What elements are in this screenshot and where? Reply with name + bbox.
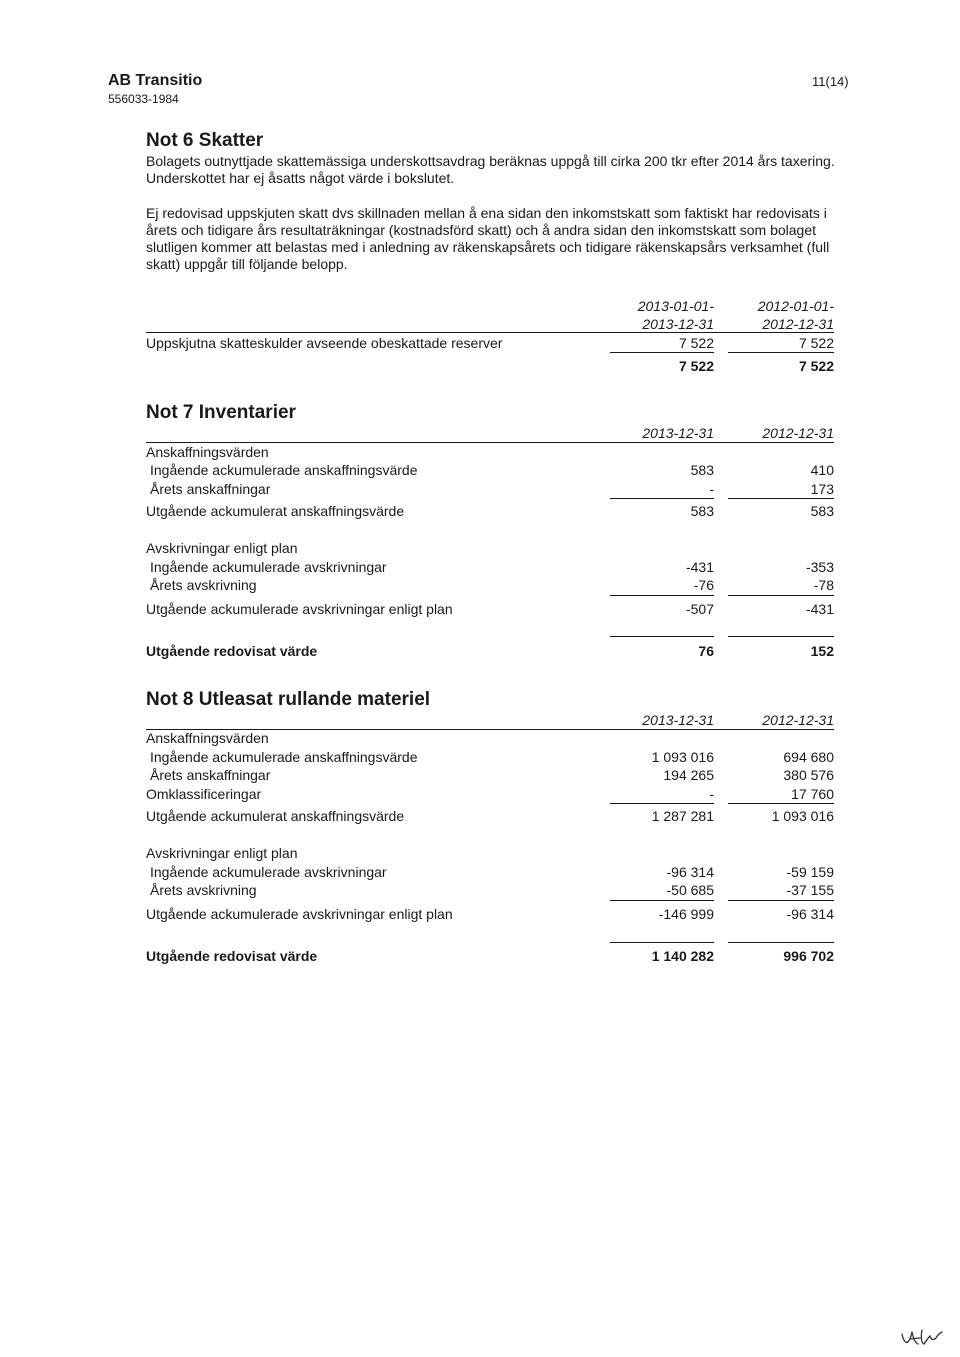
note8-r6-2013: -50 685 xyxy=(666,882,714,898)
note7-sum-rule-a2 xyxy=(728,498,834,499)
note8-row-omklassificeringar: Omklassificeringar xyxy=(146,786,262,802)
note7-r5-2013: -76 xyxy=(693,577,714,593)
note8-sum-rule-b2 xyxy=(728,900,834,901)
handwritten-initials xyxy=(900,1326,944,1350)
note7-col1-header: 2013-12-31 xyxy=(642,425,714,441)
note8-section-avskrivningar: Avskrivningar enligt plan xyxy=(146,845,298,861)
note6-total-2013: 7 522 xyxy=(678,358,714,374)
note7-section-avskrivningar: Avskrivningar enligt plan xyxy=(146,540,298,556)
note7-row-arets-avskrivning: Årets avskrivning xyxy=(150,577,257,593)
note8-r5-2013: -96 314 xyxy=(666,864,714,880)
note8-col2-header: 2012-12-31 xyxy=(762,712,834,728)
note7-r3-2013: 583 xyxy=(690,503,714,519)
note6-row-label: Uppskjutna skatteskulder avseende obeskattade reserver xyxy=(146,335,503,351)
note8-r4-2013: 1 287 281 xyxy=(651,808,714,824)
note8-row-ingaende-anskaffning: Ingående ackumulerade anskaffningsvärde xyxy=(150,749,418,765)
note8-total-2012: 996 702 xyxy=(783,948,834,964)
note7-col2-header: 2012-12-31 xyxy=(762,425,834,441)
note7-r1-2012: 410 xyxy=(810,462,834,478)
note7-header-rule xyxy=(146,442,834,443)
note7-title: Not 7 Inventarier xyxy=(146,402,296,423)
note8-col1-header: 2013-12-31 xyxy=(642,712,714,728)
note7-sum-rule-a1 xyxy=(610,498,714,499)
note8-r1-2013: 1 093 016 xyxy=(651,749,714,765)
note7-total-label: Utgående redovisat värde xyxy=(146,643,318,659)
note8-r3-2012: 17 760 xyxy=(791,786,834,802)
note7-r2-2013: - xyxy=(709,481,714,497)
note8-r7-2013: -146 999 xyxy=(658,906,714,922)
note6-paragraph-1: Bolagets outnyttjade skattemässiga underskottsavdrag beräknas uppgå till cirka 200 tkr efter 2014 års taxering. Underskottet har ej åsatts något värde i bokslutet. xyxy=(146,153,835,186)
note7-section-anskaffning: Anskaffningsvärden xyxy=(146,444,269,460)
note7-total-rule-1 xyxy=(610,636,714,637)
org-number: 556033-1984 xyxy=(108,92,179,106)
note8-total-rule-1 xyxy=(610,942,714,943)
note7-total-rule-2 xyxy=(728,636,834,637)
note8-total-2013: 1 140 282 xyxy=(651,948,714,964)
note8-r7-2012: -96 314 xyxy=(786,906,834,922)
note7-r2-2012: 173 xyxy=(810,481,834,497)
note6-total-2012: 7 522 xyxy=(798,358,834,374)
note7-r4-2013: -431 xyxy=(685,559,714,575)
note7-row-ingaende-anskaffning: Ingående ackumulerade anskaffningsvärde xyxy=(150,462,418,478)
note8-sum-rule-a1 xyxy=(610,803,714,804)
note7-r5-2012: -78 xyxy=(813,577,834,593)
note7-row-utgaende-avskrivningar: Utgående ackumulerade avskrivningar enligt plan xyxy=(146,601,453,617)
note8-r3-2013: - xyxy=(709,786,714,802)
page-number: 11(14) xyxy=(812,74,849,89)
note8-total-label: Utgående redovisat värde xyxy=(146,948,318,964)
note8-r2-2012: 380 576 xyxy=(783,767,834,783)
note8-section-anskaffning: Anskaffningsvärden xyxy=(146,730,269,746)
note8-row-ingaende-avskrivningar: Ingående ackumulerade avskrivningar xyxy=(150,864,387,880)
note8-r1-2012: 694 680 xyxy=(783,749,834,765)
note8-total-rule-2 xyxy=(728,942,834,943)
note6-col2-header-line2: 2012-12-31 xyxy=(762,316,834,332)
company-name: AB Transitio xyxy=(108,72,203,89)
note6-header-rule xyxy=(146,332,834,333)
note6-sum-rule-2 xyxy=(728,352,834,353)
note8-sum-rule-a2 xyxy=(728,803,834,804)
note8-title: Not 8 Utleasat rullande materiel xyxy=(146,689,431,710)
note8-row-arets-avskrivning: Årets avskrivning xyxy=(150,882,257,898)
note7-total-2013: 76 xyxy=(698,643,714,659)
note7-row-ingaende-avskrivningar: Ingående ackumulerade avskrivningar xyxy=(150,559,387,575)
note7-row-utgaende-anskaffning: Utgående ackumulerat anskaffningsvärde xyxy=(146,503,405,519)
note7-total-2012: 152 xyxy=(810,643,834,659)
note7-r4-2012: -353 xyxy=(805,559,834,575)
note8-r4-2012: 1 093 016 xyxy=(771,808,834,824)
note8-sum-rule-b1 xyxy=(610,900,714,901)
note6-col2-header-line1: 2012-01-01- xyxy=(757,298,834,314)
note8-r6-2012: -37 155 xyxy=(786,882,834,898)
note7-r3-2012: 583 xyxy=(810,503,834,519)
note8-row-utgaende-anskaffning: Utgående ackumulerat anskaffningsvärde xyxy=(146,808,405,824)
note6-row-value-2013: 7 522 xyxy=(678,335,714,351)
note7-sum-rule-b1 xyxy=(610,595,714,596)
note7-r6-2012: -431 xyxy=(805,601,834,617)
note8-row-arets-anskaffningar: Årets anskaffningar xyxy=(150,767,271,783)
note8-r2-2013: 194 265 xyxy=(663,767,714,783)
note6-sum-rule-1 xyxy=(610,352,714,353)
note6-title: Not 6 Skatter xyxy=(146,130,264,151)
note7-r1-2013: 583 xyxy=(690,462,714,478)
note7-row-arets-anskaffningar: Årets anskaffningar xyxy=(150,481,271,497)
note6-paragraph-2: Ej redovisad uppskjuten skatt dvs skillnaden mellan å ena sidan den inkomstskatt som faktiskt har redovisats i årets och tidigare års resultaträkningar (kostnadsförd skatt) och å andra sidan den inkomstskatt som bolaget slutligen kommer att belastas med i anledning av räkenskapsårets och tidigare räkenskapsårs verksamhet (full skatt) uppgår till följande belopp. xyxy=(146,205,830,272)
note7-r6-2013: -507 xyxy=(685,601,714,617)
note8-row-utgaende-avskrivningar: Utgående ackumulerade avskrivningar enligt plan xyxy=(146,906,453,922)
note8-r5-2012: -59 159 xyxy=(786,864,834,880)
note6-row-value-2012: 7 522 xyxy=(798,335,834,351)
note7-sum-rule-b2 xyxy=(728,595,834,596)
note6-col1-header-line2: 2013-12-31 xyxy=(642,316,714,332)
note6-col1-header-line1: 2013-01-01- xyxy=(637,298,714,314)
